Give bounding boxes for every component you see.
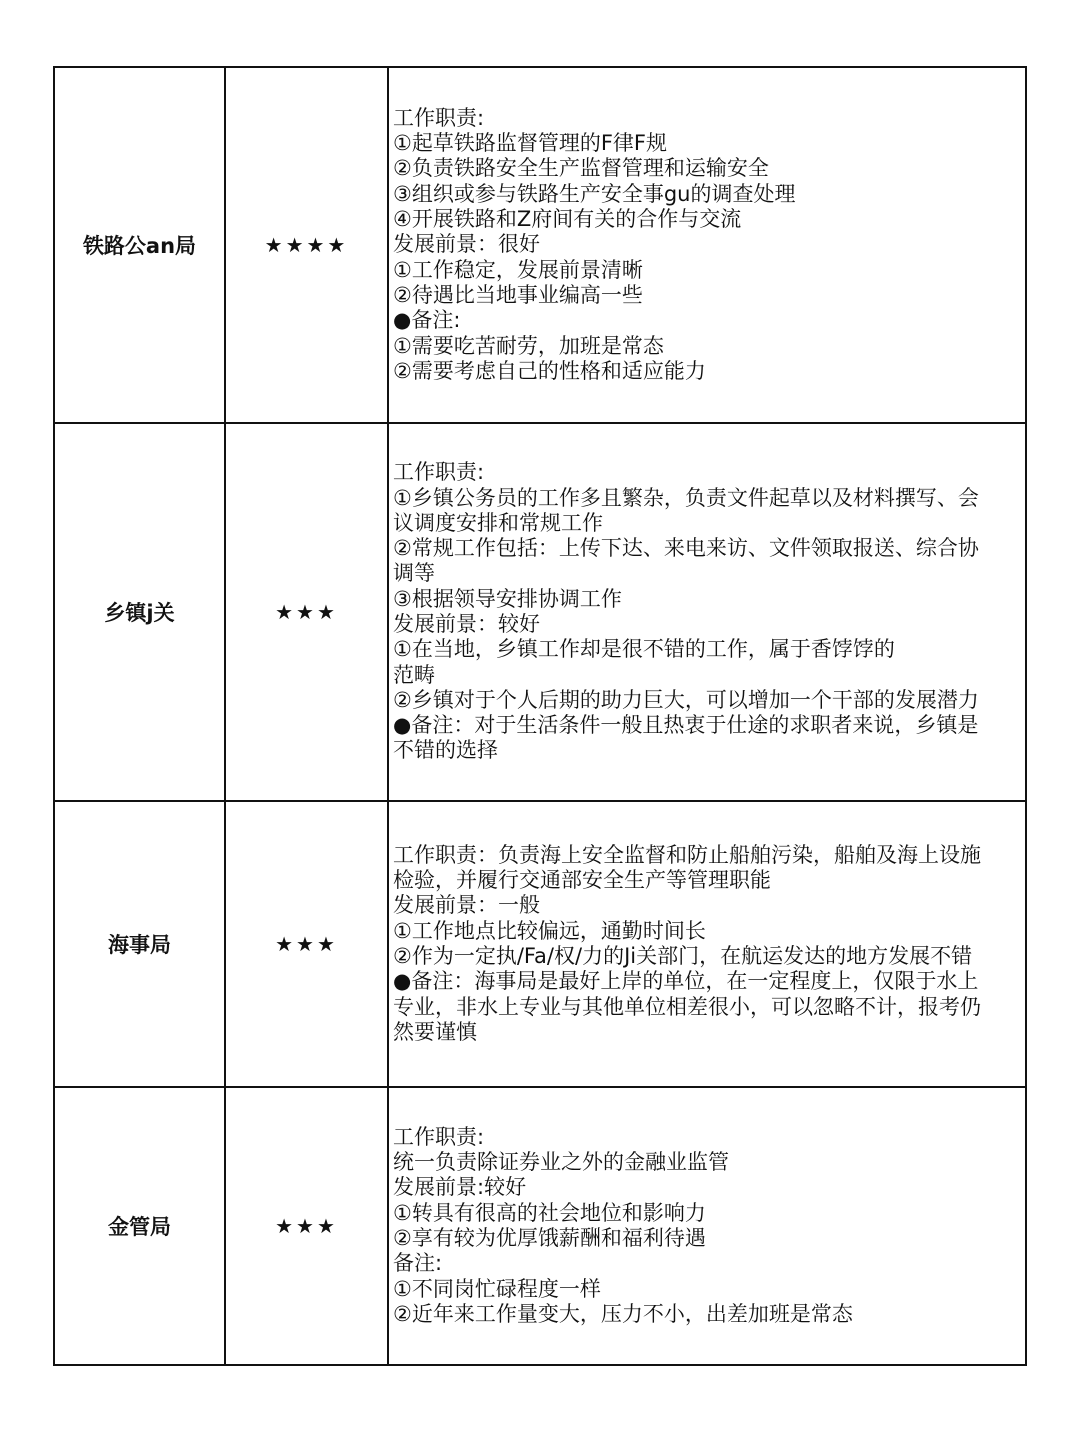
description-line: 调等 xyxy=(393,561,435,586)
unit-name-cell: 铁路公an局 xyxy=(54,67,225,423)
unit-name-cell: 金管局 xyxy=(54,1087,225,1365)
description-line: ②需要考虑自己的性格和适应能力 xyxy=(393,358,706,383)
description-line: 发展前景：很好 xyxy=(393,232,540,257)
description-line: ②负责铁路安全生产监督管理和运输安全 xyxy=(393,156,769,181)
table-row xyxy=(54,67,1026,423)
description-line: ①起草铁路监督管理的F律F规 xyxy=(393,131,667,156)
description-line: 议调度安排和常规工作 xyxy=(393,510,603,535)
description-line: 工作职责：负责海上安全监督和防止船舶污染，船舶及海上设施 xyxy=(393,842,981,867)
description-cell xyxy=(388,801,1026,1087)
description-line: ●备注：海事局是最好上岸的单位，在一定程度上，仅限于水上 xyxy=(393,969,979,994)
description-line: 然要谨慎 xyxy=(393,1019,477,1044)
rating-stars: ★★★ xyxy=(225,801,388,1087)
description-line: 工作职责: xyxy=(393,460,485,485)
rating-stars: ★★★ xyxy=(225,1087,388,1365)
description-line: ②作为一定执/Fa/权/力的Ji关部门，在航运发达的地方发展不错 xyxy=(393,944,973,968)
description-line: ②待遇比当地事业编高一些 xyxy=(393,282,643,307)
table-row xyxy=(54,1087,1026,1365)
description-line: ①乡镇公务员的工作多且繁杂，负责文件起草以及材料撰写、会 xyxy=(393,485,979,510)
description-cell xyxy=(388,423,1026,801)
description-line: ①工作地点比较偏远，通勤时间长 xyxy=(393,918,706,943)
description-line: ●备注: xyxy=(393,308,461,333)
description-line: 不错的选择 xyxy=(393,738,498,763)
description-line: ②常规工作包括：上传下达、来电来访、文件领取报送、综合协 xyxy=(393,536,979,561)
unit-name-cell: 海事局 xyxy=(54,801,225,1087)
description-line: 工作职责: xyxy=(393,1124,485,1149)
description-line: ①不同岗忙碌程度一样 xyxy=(393,1276,601,1301)
description-line: 备注: xyxy=(393,1251,443,1276)
description-line: ①在当地，乡镇工作却是很不错的工作，属于香饽饽的 xyxy=(393,637,895,662)
description-line: ●备注：对于生活条件一般且热衷于仕途的求职者来说，乡镇是 xyxy=(393,713,979,738)
description-line: ②享有较为优厚饿薪酬和福利待遇 xyxy=(393,1226,706,1250)
description-line: ①工作稳定，发展前景清晰 xyxy=(393,257,643,282)
rating-stars: ★★★ xyxy=(225,423,388,801)
description-cell xyxy=(388,1087,1026,1365)
description-line: ③组织或参与铁路生产安全事gu的调查处理 xyxy=(393,181,796,206)
comparison-table xyxy=(53,66,1027,1366)
table-row xyxy=(54,423,1026,801)
description-line: ④开展铁路和Z府间有关的合作与交流 xyxy=(393,207,742,232)
description-line: 发展前景:较好 xyxy=(393,1175,527,1200)
description-line: 发展前景：一般 xyxy=(393,893,540,918)
description-line: ①需要吃苦耐劳，加班是常态 xyxy=(393,333,664,358)
description-line: 范畴 xyxy=(393,662,435,687)
unit-name-cell: 乡镇j关 xyxy=(54,423,225,801)
description-line: 工作职责: xyxy=(393,105,485,130)
table-row xyxy=(54,801,1026,1087)
description-cell xyxy=(388,67,1026,423)
description-line: ②近年来工作量变大，压力不小，出差加班是常态 xyxy=(393,1301,853,1326)
description-line: 专业，非水上专业与其他单位相差很小，可以忽略不计，报考仍 xyxy=(393,994,981,1019)
description-line: 统一负责除证券业之外的金融业监管 xyxy=(393,1150,729,1175)
description-line: ①转具有很高的社会地位和影响力 xyxy=(393,1200,706,1225)
description-line: ②乡镇对于个人后期的助力巨大，可以增加一个干部的发展潜力 xyxy=(393,687,979,712)
description-line: 检验，并履行交通部安全生产等管理职能 xyxy=(393,868,771,893)
rating-stars: ★★★★ xyxy=(225,67,388,423)
description-line: ③根据领导安排协调工作 xyxy=(393,586,622,611)
description-line: 发展前景：较好 xyxy=(393,612,540,636)
